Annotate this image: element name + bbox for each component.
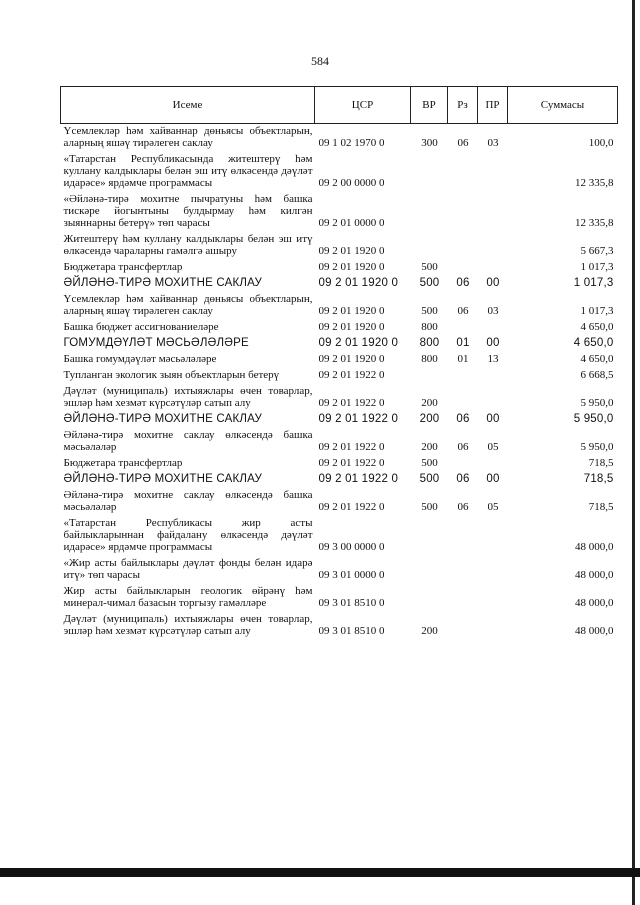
row-sum: 4 650,0 (580, 321, 614, 333)
row-pr (478, 384, 508, 412)
row-csr: 09 2 01 1920 0 (318, 321, 385, 333)
header-sum: Суммасы (508, 87, 618, 124)
table-row (61, 260, 618, 276)
table-header (61, 87, 618, 124)
row-pr (478, 516, 508, 556)
row-vr: 200 (421, 625, 438, 637)
table-header-row (61, 87, 618, 124)
row-rz (448, 612, 478, 640)
row-pr: 05 (487, 501, 499, 513)
row-name: «Жир асты байлыклары дәүләт фонды белән идарә итү» төп чарасы (63, 557, 313, 581)
row-sum: 5 950,0 (573, 413, 614, 425)
row-name: ӘЙЛӘНӘ-ТИРӘ МОХИТНЕ САКЛАУ (63, 277, 262, 289)
header-pr: ПР (478, 87, 508, 124)
row-name: «Татарстан Республикасы жир асты байлыкларыннан файдалану өлкәсендә дәүләт идарәсе» ярдәмче программасы (63, 517, 313, 553)
row-vr: 200 (419, 413, 440, 425)
row-rz: 06 (456, 413, 470, 425)
table-row (61, 320, 618, 336)
header-csr: ЦСР (315, 87, 411, 124)
row-rz: 06 (457, 305, 469, 317)
row-pr (478, 192, 508, 232)
row-sum: 5 950,0 (580, 441, 614, 453)
row-pr: 03 (487, 305, 499, 317)
row-sum: 1 017,3 (573, 277, 614, 289)
table-row (61, 352, 618, 368)
row-rz (448, 556, 478, 584)
table-row-section (61, 472, 618, 488)
row-vr: 500 (421, 457, 438, 469)
row-csr: 09 2 00 0000 0 (318, 177, 385, 189)
row-csr: 09 2 01 1920 0 (318, 353, 385, 365)
row-name: Әйләнә-тирә мохитне саклау өлкәсендә башка мәсьәләләр (63, 489, 313, 513)
row-name: «Әйләнә-тирә мохитне пычратуны һәм башка тискәре йогынтыны булдырмау һәм килгән зыяннарны бетерү» төп чарасы (63, 193, 313, 229)
table-row (61, 612, 618, 640)
row-rz (448, 152, 478, 192)
table-row (61, 516, 618, 556)
row-name: Бюджетара трансфертлар (63, 457, 183, 469)
row-sum: 12 335,8 (575, 217, 614, 229)
row-rz: 06 (456, 277, 470, 289)
row-rz (448, 232, 478, 260)
row-pr (478, 368, 508, 384)
table-row-section (61, 336, 618, 352)
row-vr (411, 556, 448, 584)
row-pr (478, 556, 508, 584)
table-row (61, 584, 618, 612)
table-row (61, 292, 618, 320)
row-name: ӘЙЛӘНӘ-ТИРӘ МОХИТНЕ САКЛАУ (63, 473, 262, 485)
row-pr: 00 (486, 413, 500, 425)
row-vr: 300 (421, 137, 438, 149)
table-row (61, 192, 618, 232)
row-rz: 01 (456, 337, 470, 349)
row-csr: 09 2 01 1922 0 (318, 397, 385, 409)
row-pr (478, 456, 508, 472)
table-row (61, 368, 618, 384)
page-number: 584 (311, 54, 329, 68)
row-sum: 4 650,0 (580, 353, 614, 365)
row-pr: 00 (486, 337, 500, 349)
budget-table (60, 86, 618, 640)
row-vr: 800 (421, 353, 438, 365)
row-sum: 718,5 (588, 457, 614, 469)
table-body (61, 124, 618, 641)
row-csr: 09 2 01 1922 0 (318, 413, 399, 425)
row-pr (478, 612, 508, 640)
scan-bottom-bar (0, 868, 640, 877)
row-sum: 1 017,3 (580, 261, 614, 273)
row-pr: 03 (487, 137, 499, 149)
scan-edge (632, 0, 635, 905)
row-rz (448, 516, 478, 556)
row-name: Үсемлекләр һәм хайваннар дөньясы объектларын, аларның яшәү тирәлеген саклау (63, 125, 313, 149)
row-name: Житештерү һәм куллану калдыклары белән эш итү өлкәсендә чараларны гамәлгә ашыру (63, 233, 313, 257)
row-sum: 48 000,0 (575, 597, 614, 609)
row-rz (448, 260, 478, 276)
row-csr: 09 2 01 1922 0 (318, 501, 385, 513)
row-rz: 06 (457, 441, 469, 453)
table-row (61, 232, 618, 260)
row-rz: 06 (457, 501, 469, 513)
table-row (61, 124, 618, 153)
row-sum: 6 668,5 (580, 369, 614, 381)
row-csr: 09 2 01 1920 0 (318, 305, 385, 317)
row-sum: 718,5 (583, 473, 614, 485)
row-rz: 06 (456, 473, 470, 485)
table-row (61, 152, 618, 192)
row-name: Тупланган экологик зыян объектларын бетерү (63, 369, 280, 381)
row-csr: 09 3 01 8510 0 (318, 625, 385, 637)
row-name: Дәүләт (муниципаль) ихтыяжлары өчен товарлар, эшләр һәм хезмәт күрсәтүләр сатып алу (63, 613, 313, 637)
row-name: «Татарстан Республикасында житештерү һәм куллану калдыклары белән эш итү өлкәсендә дәүләт идарәсе» ярдәмче программасы (63, 153, 313, 189)
row-csr: 09 2 01 1922 0 (318, 473, 399, 485)
row-csr: 09 2 01 1920 0 (318, 277, 399, 289)
row-sum: 48 000,0 (575, 541, 614, 553)
row-vr (411, 192, 448, 232)
row-rz: 01 (457, 353, 469, 365)
row-csr: 09 2 01 1920 0 (318, 261, 385, 273)
header-vr: ВР (411, 87, 448, 124)
row-pr (478, 232, 508, 260)
row-name: ӘЙЛӘНӘ-ТИРӘ МОХИТНЕ САКЛАУ (63, 413, 262, 425)
row-csr: 09 1 02 1970 0 (318, 137, 385, 149)
row-rz (448, 368, 478, 384)
row-vr (411, 232, 448, 260)
row-name: Бюджетара трансфертлар (63, 261, 183, 273)
row-name: Әйләнә-тирә мохитне саклау өлкәсендә башка мәсьәләләр (63, 429, 313, 453)
row-vr (411, 368, 448, 384)
header-rz: Рз (448, 87, 478, 124)
row-vr: 200 (421, 397, 438, 409)
row-sum: 1 017,3 (580, 305, 614, 317)
row-rz (448, 320, 478, 336)
row-csr: 09 2 01 1922 0 (318, 441, 385, 453)
row-vr: 500 (419, 473, 440, 485)
row-vr (411, 516, 448, 556)
row-pr (478, 260, 508, 276)
row-csr: 09 2 01 1920 0 (318, 245, 385, 257)
row-name: ГОМУМДӘҮЛӘТ МӘСЬӘЛӘЛӘРЕ (63, 337, 249, 349)
table-row (61, 384, 618, 412)
row-name: Үсемлекләр һәм хайваннар дөньясы объектларын, аларның яшәү тирәлеген саклау (63, 293, 313, 317)
row-rz (448, 192, 478, 232)
row-name: Башка гомумдәүләт мәсьәләләре (63, 353, 217, 365)
row-sum: 12 335,8 (575, 177, 614, 189)
row-sum: 48 000,0 (575, 569, 614, 581)
row-name: Жир асты байлыкларын геологик өйрәнү һәм минерал-чимал базасын торгызу гамәлләре (63, 585, 313, 609)
row-sum: 5 667,3 (580, 245, 614, 257)
table-row-section (61, 276, 618, 292)
row-csr: 09 2 01 1922 0 (318, 369, 385, 381)
row-pr (478, 584, 508, 612)
row-rz (448, 456, 478, 472)
row-vr: 200 (421, 441, 438, 453)
row-rz: 06 (457, 137, 469, 149)
row-sum: 718,5 (588, 501, 614, 513)
row-pr: 05 (487, 441, 499, 453)
row-vr: 500 (419, 277, 440, 289)
row-sum: 4 650,0 (573, 337, 614, 349)
table-row-section (61, 412, 618, 428)
row-vr: 500 (421, 501, 438, 513)
table-row (61, 488, 618, 516)
row-pr: 00 (486, 473, 500, 485)
table-row (61, 456, 618, 472)
row-sum: 5 950,0 (580, 397, 614, 409)
header-name: Исеме (61, 87, 315, 124)
table-row (61, 556, 618, 584)
row-name: Дәүләт (муниципаль) ихтыяжлары өчен товарлар, эшләр һәм хезмәт күрсәтүләр сатып алу (63, 385, 313, 409)
row-pr: 00 (486, 277, 500, 289)
row-pr (478, 152, 508, 192)
row-sum: 48 000,0 (575, 625, 614, 637)
row-vr (411, 584, 448, 612)
row-vr: 500 (421, 261, 438, 273)
row-csr: 09 3 01 8510 0 (318, 597, 385, 609)
row-rz (448, 384, 478, 412)
row-rz (448, 584, 478, 612)
table-row (61, 428, 618, 456)
row-name: Башка бюджет ассигнованиеләре (63, 321, 219, 333)
row-csr: 09 2 01 1922 0 (318, 457, 385, 469)
row-vr: 800 (419, 337, 440, 349)
row-csr: 09 3 00 0000 0 (318, 541, 385, 553)
row-vr: 500 (421, 305, 438, 317)
row-pr: 13 (487, 353, 499, 365)
row-csr: 09 3 01 0000 0 (318, 569, 385, 581)
row-sum: 100,0 (588, 137, 614, 149)
row-csr: 09 2 01 0000 0 (318, 217, 385, 229)
row-pr (478, 320, 508, 336)
budget-table-container (60, 86, 617, 640)
row-csr: 09 2 01 1920 0 (318, 337, 399, 349)
row-vr: 800 (421, 321, 438, 333)
row-vr (411, 152, 448, 192)
